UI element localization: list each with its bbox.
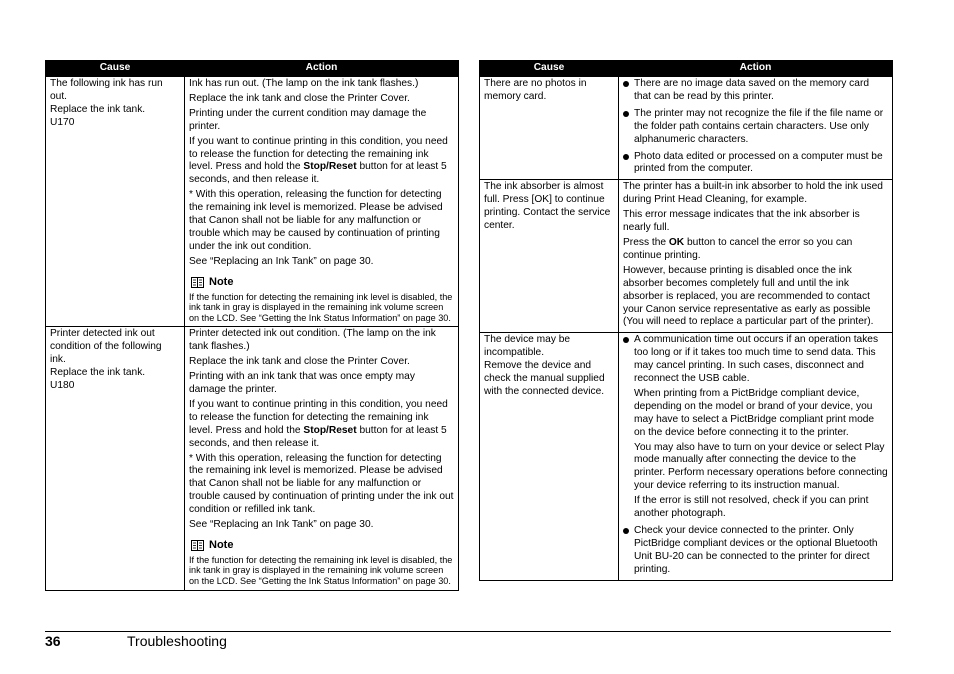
cause-text: Remove the device and check the manual supplied with the connected device. bbox=[484, 360, 605, 397]
action-text bbox=[189, 399, 454, 451]
note-heading bbox=[191, 276, 454, 289]
action-text-part: button for at least 5 seconds, and then release it. bbox=[189, 161, 447, 186]
action-text: This error message indicates that the ink absorber is nearly full. bbox=[623, 209, 860, 234]
list-item-text: The printer may not recognize the file if the file name or the folder path contains certain characters. Use only alphanumeric characters. bbox=[634, 107, 884, 145]
cause-text: The following ink has run out. bbox=[50, 78, 163, 102]
action-header: Action bbox=[185, 61, 459, 77]
action-text: Replace the ink tank and close the Printer Cover. bbox=[189, 92, 410, 104]
cause-cell bbox=[46, 327, 185, 590]
cause-text: Replace the ink tank. bbox=[50, 367, 146, 379]
action-text: The printer has a built-in ink absorber to hold the ink used during Print Head Cleaning, for example. bbox=[623, 181, 883, 206]
note-heading bbox=[191, 539, 454, 552]
page-number: 36 bbox=[45, 633, 61, 649]
stop-reset-label: Stop/Reset bbox=[303, 424, 357, 436]
table-row bbox=[46, 77, 459, 327]
cause-text: The ink absorber is almost full. Press [OK] to continue printing. Contact the service center. bbox=[484, 181, 611, 232]
action-text: However, because printing is disabled once the ink absorber becomes completely full and until the ink absorber is replaced, you are recommended to contact your Canon service representative as early as possible (You will need to replace a particular part of the printer). bbox=[623, 264, 874, 328]
cause-cell bbox=[480, 180, 619, 333]
bullet-list bbox=[623, 78, 888, 176]
bullet-icon bbox=[623, 154, 629, 160]
section-title: Troubleshooting bbox=[127, 633, 227, 649]
action-text bbox=[623, 237, 888, 263]
action-cell bbox=[619, 333, 893, 580]
action-text-part: button to cancel the error so you can continue printing. bbox=[623, 236, 853, 261]
action-text: Ink has run out. (The lamp on the ink tank flashes.) bbox=[189, 78, 419, 89]
bullet-icon bbox=[623, 337, 629, 343]
list-item-text: You may also have to turn on your device or select Play mode manually after connecting the device to the printer. Perform necessary operations before connecting your device referring to its instruction manual. bbox=[634, 441, 888, 492]
note-icon bbox=[191, 277, 204, 288]
table-header-row bbox=[480, 61, 893, 77]
note-label: Note bbox=[209, 275, 234, 288]
table-row bbox=[480, 180, 893, 333]
cause-header: Cause bbox=[46, 61, 185, 77]
action-text-part: button for at least 5 seconds, and then release it. bbox=[189, 424, 447, 449]
table-header-row bbox=[46, 61, 459, 77]
action-cell bbox=[185, 327, 459, 590]
cause-cell bbox=[46, 77, 185, 327]
note-icon bbox=[191, 540, 204, 551]
right-troubleshooting-table bbox=[479, 60, 893, 581]
action-header: Action bbox=[619, 61, 893, 77]
list-item-text: Check your device connected to the printer. Only PictBridge compliant devices or the optional Bluetooth Unit BU-20 can be connected to the printer for direct printing. bbox=[634, 525, 878, 575]
left-troubleshooting-table bbox=[45, 60, 459, 591]
action-text: Printer detected ink out condition. (The lamp on the ink tank flashes.) bbox=[189, 328, 436, 353]
bullet-list bbox=[623, 334, 888, 576]
stop-reset-label: Stop/Reset bbox=[303, 161, 357, 173]
error-code: U170 bbox=[50, 116, 75, 128]
cross-reference-text: See “Replacing an Ink Tank” on page 30. bbox=[189, 255, 374, 267]
list-item bbox=[623, 78, 888, 104]
bullet-icon bbox=[623, 111, 629, 117]
bullet-icon bbox=[623, 81, 629, 87]
list-item-text: Photo data edited or processed on a computer must be printed from the computer. bbox=[634, 150, 883, 175]
cause-header: Cause bbox=[480, 61, 619, 77]
list-item-text: There are no image data saved on the memory card that can be read by this printer. bbox=[634, 78, 870, 102]
list-item bbox=[623, 334, 888, 521]
table-row bbox=[480, 77, 893, 180]
table-row bbox=[46, 327, 459, 590]
action-text-part: If you want to continue printing in this condition, you need to release the function for detecting the remaining ink level. Press and hold the bbox=[189, 398, 448, 436]
list-item-text: If the error is still not resolved, check if you can print another photograph. bbox=[634, 495, 869, 520]
list-item bbox=[623, 108, 888, 147]
note-text: If the function for detecting the remaining ink level is disabled, the ink tank in gray is displayed in the remaining ink volume screen on the LCD. See “Getting the Ink Status Information” on page 30. bbox=[189, 291, 453, 323]
list-item-text: A communication time out occurs if an operation takes too long or if it takes too much time to send data. This may cancel printing. In such cases, disconnect and reconnect the USB cable. bbox=[634, 334, 879, 385]
action-text-part: Press the bbox=[623, 236, 669, 248]
action-cell bbox=[619, 180, 893, 333]
action-text-part: If you want to continue printing in this condition, you need to release the function for detecting the remaining ink level. Press and hold the bbox=[189, 135, 448, 173]
note-text: If the function for detecting the remaining ink level is disabled, the ink tank in gray is displayed in the remaining ink volume screen on the LCD. See “Getting the Ink Status Information” on page 30. bbox=[189, 554, 453, 587]
action-cell bbox=[185, 77, 459, 327]
cause-cell bbox=[480, 77, 619, 180]
cause-text: Replace the ink tank. bbox=[50, 103, 146, 115]
cause-text: There are no photos in memory card. bbox=[484, 78, 587, 102]
list-item-text: When printing from a PictBridge compliant device, depending on the model or brand of your device, you may have to select a PictBridge compliant print mode on the device before connecting it to the printer. bbox=[634, 387, 875, 438]
action-text: * With this operation, releasing the function for detecting the remaining ink level is memorized. Please be advised that Canon shall not be liable for any malfunction or trouble which may be caused by continuation of printing under the ink out condition. bbox=[189, 189, 443, 252]
note-label: Note bbox=[209, 538, 234, 551]
error-code: U180 bbox=[50, 380, 75, 391]
action-text: Replace the ink tank and close the Printer Cover. bbox=[189, 356, 410, 368]
cause-text: Printer detected ink out condition of the following ink. bbox=[50, 328, 162, 366]
cause-cell bbox=[480, 333, 619, 580]
ok-label: OK bbox=[668, 236, 685, 248]
table-row bbox=[480, 333, 893, 580]
action-cell bbox=[619, 77, 893, 180]
bullet-icon bbox=[623, 528, 629, 534]
action-text: Printing with an ink tank that was once empty may damage the printer. bbox=[189, 371, 415, 395]
cause-text: The device may be incompatible. bbox=[484, 334, 571, 359]
list-item bbox=[623, 151, 888, 177]
cross-reference-text: See “Replacing an Ink Tank” on page 30. bbox=[189, 519, 374, 531]
action-text: * With this operation, releasing the function for detecting the remaining ink level is memorized. Please be advised that Canon shall not be liable for any malfunction or trouble caused by continuation of printing under the ink out condition or refilled ink tank. bbox=[189, 452, 454, 516]
action-text bbox=[189, 136, 454, 188]
list-item bbox=[623, 525, 888, 577]
footer-divider bbox=[45, 631, 891, 632]
action-text: Printing under the current condition may damage the printer. bbox=[189, 107, 427, 132]
